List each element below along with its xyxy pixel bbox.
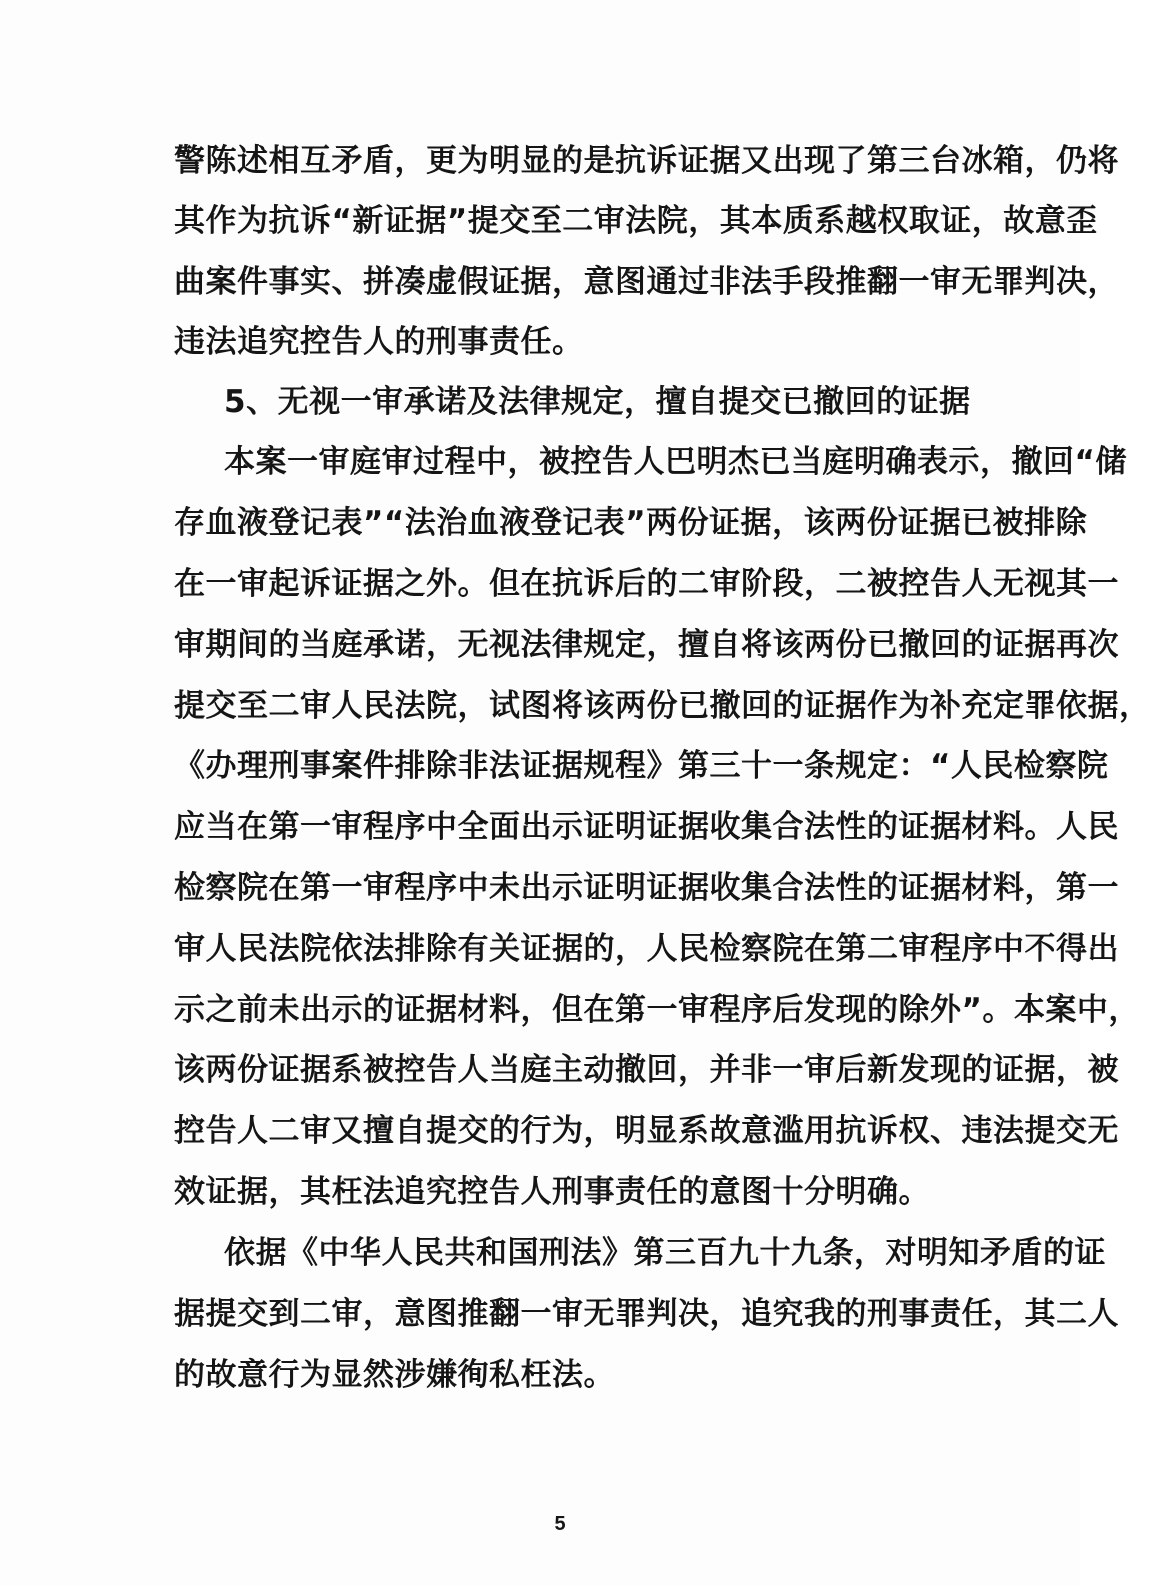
text-line: 据提交到二审，意图推翻一审无罪判决，追究我的刑事责任，其二人 bbox=[174, 1296, 1119, 1332]
text-line: 控告人二审又擅自提交的行为，明显系故意滥用抗诉权、违法提交无 bbox=[174, 1113, 1119, 1149]
text-line: 曲案件事实、拼凑虚假证据，意图通过非法手段推翻一审无罪判决， bbox=[174, 264, 1119, 300]
text-line: 依据《中华人民共和国刑法》第三百九十九条，对明知矛盾的证 bbox=[224, 1235, 1106, 1271]
text-line: 审期间的当庭承诺，无视法律规定，擅自将该两份已撤回的证据再次 bbox=[174, 627, 1119, 663]
page-number: 5 bbox=[554, 1513, 566, 1535]
text-line: 效证据，其枉法追究控告人刑事责任的意图十分明确。 bbox=[174, 1174, 930, 1210]
text-line: 存血液登记表”“法治血液登记表”两份证据，该两份证据已被排除 bbox=[174, 505, 1088, 541]
text-line: 在一审起诉证据之外。但在抗诉后的二审阶段，二被控告人无视其一 bbox=[174, 566, 1119, 602]
text-line: 审人民法院依法排除有关证据的，人民检察院在第二审程序中不得出 bbox=[174, 931, 1119, 967]
text-line: 《办理刑事案件排除非法证据规程》第三十一条规定：“人民检察院 bbox=[174, 748, 1109, 784]
text-line: 其作为抗诉“新证据”提交至二审法院，其本质系越权取证，故意歪 bbox=[174, 203, 1098, 239]
text-line: 检察院在第一审程序中未出示证明证据收集合法性的证据材料，第一 bbox=[174, 870, 1119, 906]
text-line: 提交至二审人民法院，试图将该两份已撤回的证据作为补充定罪依据， bbox=[174, 688, 1151, 724]
text-line: 该两份证据系被控告人当庭主动撤回，并非一审后新发现的证据，被 bbox=[174, 1052, 1119, 1088]
text-line: 应当在第一审程序中全面出示证明证据收集合法性的证据材料。人民 bbox=[174, 809, 1119, 845]
section-heading: 5、无视一审承诺及法律规定，擅自提交已撤回的证据 bbox=[224, 384, 971, 420]
text-line: 的故意行为显然涉嫌徇私枉法。 bbox=[174, 1357, 615, 1393]
text-line: 本案一审庭审过程中，被控告人巴明杰已当庭明确表示，撤回“储 bbox=[224, 444, 1127, 480]
text-line: 警陈述相互矛盾，更为明显的是抗诉证据又出现了第三台冰箱，仍将 bbox=[174, 143, 1119, 179]
text-line: 示之前未出示的证据材料，但在第一审程序后发现的除外”。本案中， bbox=[174, 992, 1140, 1028]
text-line: 违法追究控告人的刑事责任。 bbox=[174, 324, 584, 360]
